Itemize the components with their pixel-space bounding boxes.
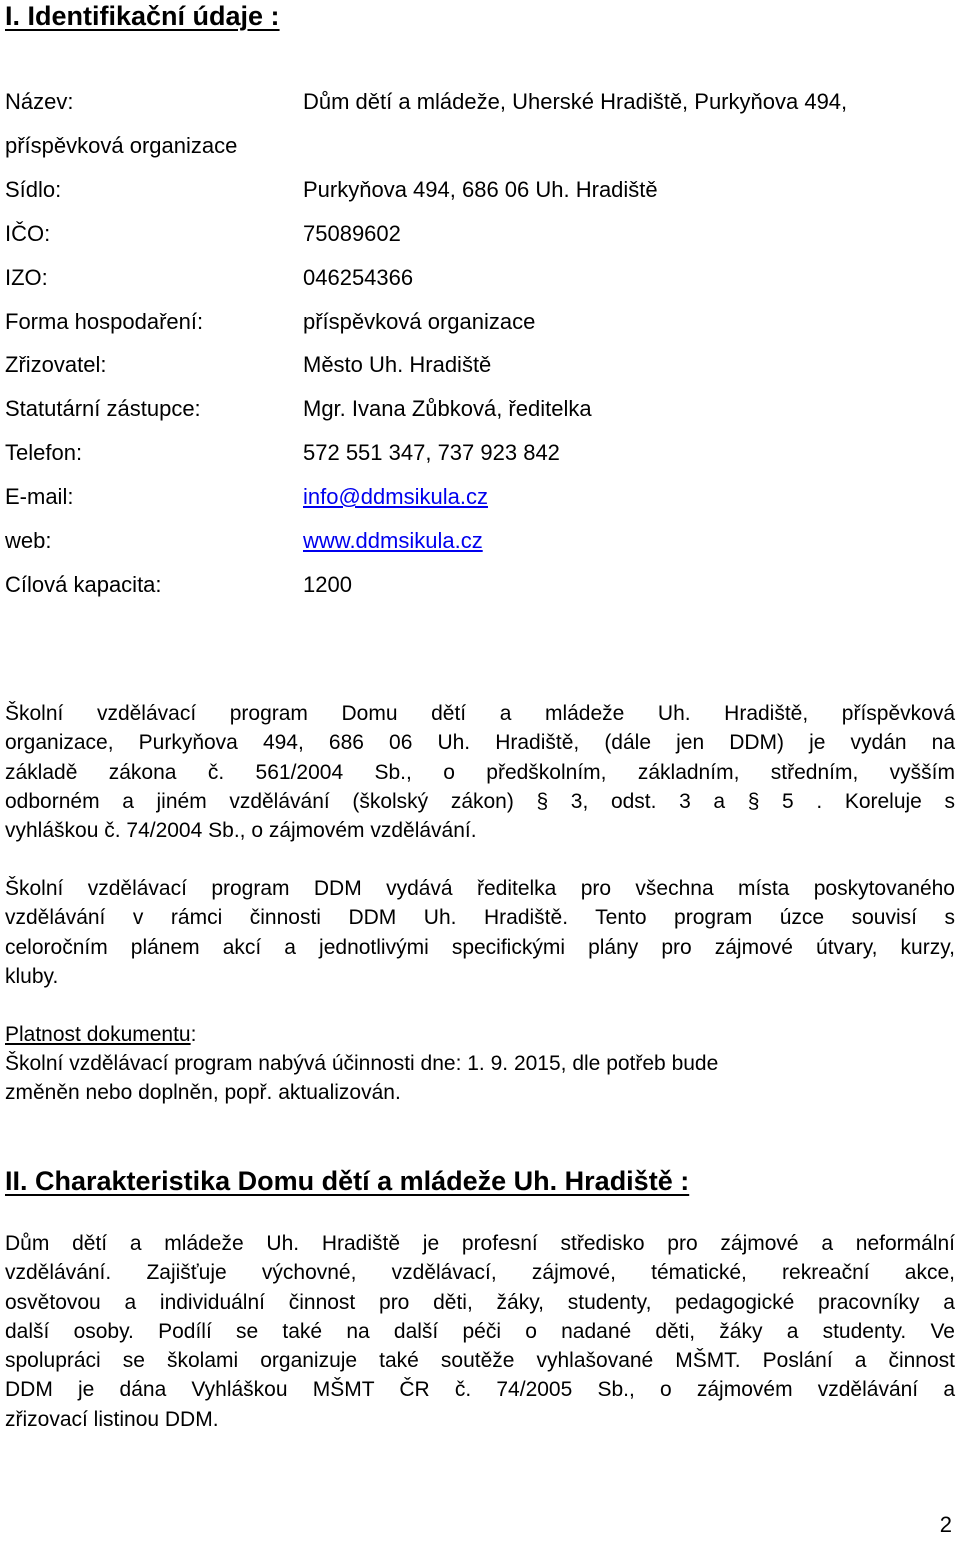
ddm-characteristics-paragraph [5, 1229, 955, 1434]
kapacita-value: 1200 [303, 572, 352, 597]
zrizovatel-value: Město Uh. Hradiště [303, 352, 492, 377]
text-line: další osoby. Podílí se také na další péči o nadané děti, žáky a studenty. Ve [5, 1319, 955, 1343]
izo-value: 046254366 [303, 265, 414, 290]
validity-heading-text: Platnost dokumentu [5, 1023, 191, 1046]
validity-heading-colon: : [190, 1023, 197, 1046]
page-number: 2 [939, 1512, 952, 1537]
web-link[interactable]: www.ddmsikula.cz [303, 528, 483, 553]
text-line: vzdělávání v rámci činnosti DDM Uh. Hradiště. Tento program úzce souvisí s [5, 906, 955, 930]
nazev-value: Dům dětí a mládeže, Uherské Hradiště, Purkyňova 494, [303, 89, 848, 114]
text-line: Dům dětí a mládeže Uh. Hradiště je profesní středisko pro zájmové a neformální [5, 1232, 955, 1255]
text-line: zřizovací listinou DDM. [5, 1407, 219, 1431]
kapacita-label: Cílová kapacita: [5, 572, 162, 597]
validity-heading [5, 1020, 196, 1049]
svp-scope-paragraph [5, 874, 955, 991]
text-line: vzdělávání. Zajišťuje výchovné, vzdělávací, zájmové, tématické, rekreační akce, [5, 1261, 955, 1285]
nazev-value-continued: příspěvková organizace [5, 133, 238, 158]
telefon-label: Telefon: [5, 440, 83, 465]
text-line: kluby. [5, 964, 59, 988]
statutar-value: Mgr. Ivana Zůbková, ředitelka [303, 396, 592, 421]
ico-label: IČO: [5, 221, 51, 246]
izo-label: IZO: [5, 265, 48, 290]
text-line: Školní vzdělávací program DDM vydává ředitelka pro všechna místa poskytovaného [5, 877, 955, 900]
statutar-label: Statutární zástupce: [5, 396, 201, 421]
text-line: organizace, Purkyňova 494, 686 06 Uh. Hradiště, (dále jen DDM) je vydán na [5, 731, 955, 755]
text-line: vyhláškou č. 74/2004 Sb., o zájmovém vzdělávání. [5, 819, 477, 843]
email-link[interactable]: info@ddmsikula.cz [303, 484, 488, 509]
validity-line: Školní vzdělávací program nabývá účinnosti dne: 1. 9. 2015, dle potřeb bude [5, 1052, 719, 1075]
section-2-title: II. Charakteristika Domu dětí a mládeže Uh. Hradiště : [5, 1166, 690, 1196]
section-1-title: I. Identifikační údaje : [5, 1, 280, 31]
text-line: Školní vzdělávací program Domu dětí a mládeže Uh. Hradiště, příspěvková [5, 702, 955, 725]
email-label: E-mail: [5, 484, 74, 509]
validity-line: změněn nebo doplněn, popř. aktualizován. [5, 1081, 401, 1104]
text-line: osvětovou a individuální činnost pro děti, žáky, studenty, pedagogické pracovníky a [5, 1290, 955, 1314]
nazev-label: Název: [5, 89, 74, 114]
text-line: odborném a jiném vzdělávání (školský zákon) § 3, odst. 3 a § 5 . Koreluje s [5, 789, 955, 813]
forma-label: Forma hospodaření: [5, 309, 204, 334]
text-line: DDM je dána Vyhláškou MŠMT ČR č. 74/2005 Sb., o zájmovém vzdělávání a [5, 1378, 955, 1402]
ico-value: 75089602 [303, 221, 401, 246]
forma-value: příspěvková organizace [303, 309, 536, 334]
text-line: celoročním plánem akcí a jednotlivými specifickými plány pro zájmové útvary, kurzy, [5, 935, 955, 959]
svp-intro-paragraph [5, 699, 955, 845]
text-line: základě zákona č. 561/2004 Sb., o předškolním, základním, středním, vyšším [5, 760, 955, 784]
telefon-value: 572 551 347, 737 923 842 [303, 440, 560, 465]
sidlo-label: Sídlo: [5, 177, 62, 202]
text-line: spolupráci se školami organizuje také soutěže vyhlašované MŠMT. Poslání a činnost [5, 1349, 955, 1373]
web-label: web: [5, 528, 52, 553]
zrizovatel-label: Zřizovatel: [5, 352, 107, 377]
sidlo-value: Purkyňova 494, 686 06 Uh. Hradiště [303, 177, 658, 202]
